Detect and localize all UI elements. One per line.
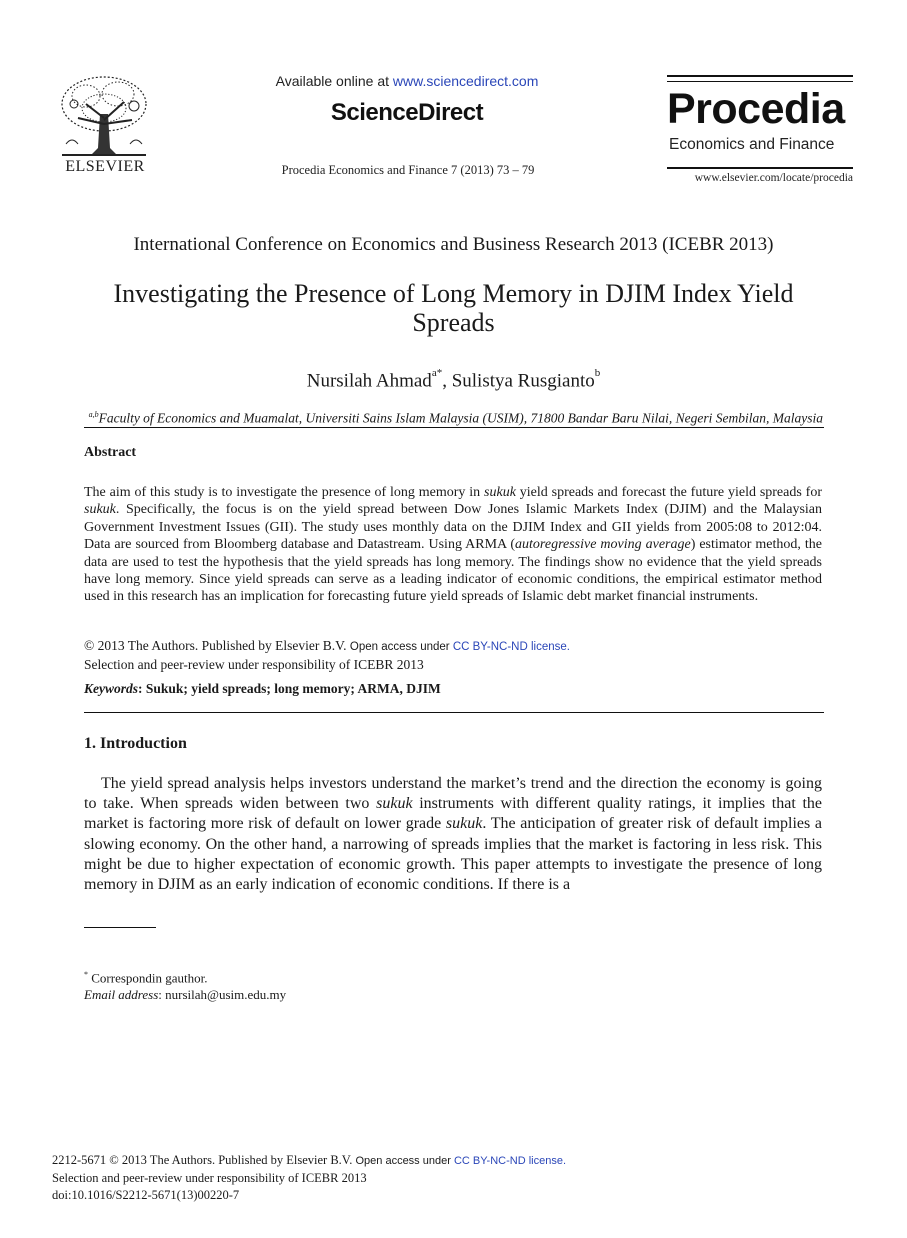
intro-italic-2: sukuk: [445, 815, 483, 833]
footnote-rule: [84, 927, 156, 928]
author-1-name: Nursilah Ahmad: [306, 370, 432, 392]
peer-review-line: Selection and peer-review under responsibility of ICEBR 2013: [84, 657, 424, 672]
keywords-list: : Sukuk; yield spreads; long memory; ARMA, DJIM: [138, 681, 441, 696]
procedia-subtitle: Economics and Finance: [669, 136, 835, 153]
bottom-matter: [52, 1152, 566, 1204]
author-2-marker: b: [594, 367, 601, 379]
affiliation: [84, 410, 823, 427]
intro-text-1: The yield spread analysis helps investors understand the market’s trend and the direction the economy is going to take. When spreads widen between two: [84, 775, 822, 813]
abstract-italic-1: sukuk: [484, 485, 516, 500]
abstract-text-2: yield spreads and forecast the future yield spreads for: [515, 485, 822, 500]
bottom-open-access-label: Open access under: [355, 1155, 454, 1167]
abstract-italic-2: sukuk: [84, 502, 116, 518]
sciencedirect-logo: ScienceDirect: [330, 99, 484, 126]
footnote: [84, 967, 286, 1003]
logo-top-rule: [667, 75, 853, 77]
section-heading-introduction: 1. Introduction: [84, 735, 187, 752]
affiliation-text: Faculty of Economics and Muamalat, Universiti Sains Islam Malaysia (USIM), 71800 Bandar Baru Nilai, Negeri Sembilan, Malaysia: [98, 410, 823, 426]
keywords-label: Keywords: [84, 681, 138, 696]
paper-title-line-2: Spreads: [412, 308, 495, 337]
copyright-notice: [84, 637, 822, 673]
affiliation-marker: a,b: [88, 410, 99, 419]
intro-italic-1: sukuk: [376, 795, 413, 813]
available-online-line: [262, 73, 552, 89]
abstract-text-4: ) estimator method, the data are used to test the hypothesis that the yield spreads has long memory. The findings show no evidence that the yield spreads have long memory. Since yield spreads can serve as a leading indicator of economic conditions, the empirical estimator method used in this research has an implication for forecasting future yield spreads of Islamic debt market financial instruments.: [84, 537, 822, 605]
doi[interactable]: doi:10.1016/S2212-5671(13)00220-7: [52, 1188, 240, 1202]
footnote-corresponding: Correspondin gauthor.: [88, 970, 208, 986]
available-online-prefix: Available online at: [275, 73, 393, 89]
open-access-label: Open access under: [349, 641, 453, 653]
journal-citation: Procedia Economics and Finance 7 (2013) 73 – 79: [281, 163, 535, 177]
bottom-license-link[interactable]: CC BY-NC-ND license.: [453, 1155, 566, 1167]
license-link[interactable]: CC BY-NC-ND license.: [452, 641, 570, 653]
logo-top-rule-thin: [667, 81, 853, 82]
footnote-marker: *: [84, 970, 88, 979]
header-divider: [84, 427, 824, 428]
intro-text-2: instruments with different quality ratings, it implies that the market is factoring more risk of default on lower grade: [84, 795, 823, 833]
author-1-marker: a*: [431, 367, 443, 379]
author-list: [60, 367, 847, 392]
paper-title-line-1: Investigating the Presence of Long Memory in DJIM Index Yield: [113, 279, 794, 308]
abstract-divider: [84, 712, 824, 713]
abstract-heading: Abstract: [84, 445, 137, 460]
intro-text-3: . The anticipation of greater risk of default implies a slowing economy. On the other hand, a narrowing of spreads implies that the market is factoring in less risk. This might be due to higher expectation of economic growth. This paper attempts to investigate the presence of long memory in DJIM as an early indication of economic conditions. If there is a: [84, 815, 823, 894]
abstract-italic-3: autoregressive moving average: [515, 537, 691, 553]
logo-bottom-rule: [667, 167, 853, 169]
procedia-url-link[interactable]: www.elsevier.com/locate/procedia: [694, 172, 853, 184]
copyright-line: © 2013 The Authors. Published by Elsevier B.V.: [84, 638, 350, 653]
sciencedirect-url-link[interactable]: www.sciencedirect.com: [392, 73, 539, 89]
procedia-journal-logo: [667, 75, 853, 191]
issn-line: 2212-5671 © 2013 The Authors. Published by Elsevier B.V.: [52, 1153, 356, 1167]
author-2-name: Sulistya Rusgianto: [451, 370, 595, 392]
paper-title: [70, 279, 837, 337]
abstract-text: [84, 484, 822, 606]
author-separator: ,: [442, 370, 452, 392]
procedia-wordmark: Procedia: [667, 85, 845, 133]
email-label: Email address: [84, 986, 159, 1002]
bottom-peer-review: Selection and peer-review under responsibility of ICEBR 2013: [52, 1171, 367, 1185]
abstract-text-1: The aim of this study is to investigate the presence of long memory in: [84, 485, 485, 500]
email-address: : nursilah@usim.edu.my: [158, 986, 287, 1002]
conference-name: International Conference on Economics and Business Research 2013 (ICEBR 2013): [133, 234, 774, 255]
keywords: [84, 681, 441, 697]
abstract-text-3: . Specifically, the focus is on the yield spread between Dow Jones Islamic Markets Index (DJIM) and the Malaysian Government Investment Issues (GII). The study uses monthly data on the DJIM Index and GII yields from 2005:08 to 2012:04. Data are sourced from Bloomberg database and Datastream. Using ARMA (: [84, 502, 822, 553]
elsevier-wordmark: ELSEVIER: [65, 158, 145, 175]
introduction-paragraph: [84, 774, 822, 895]
